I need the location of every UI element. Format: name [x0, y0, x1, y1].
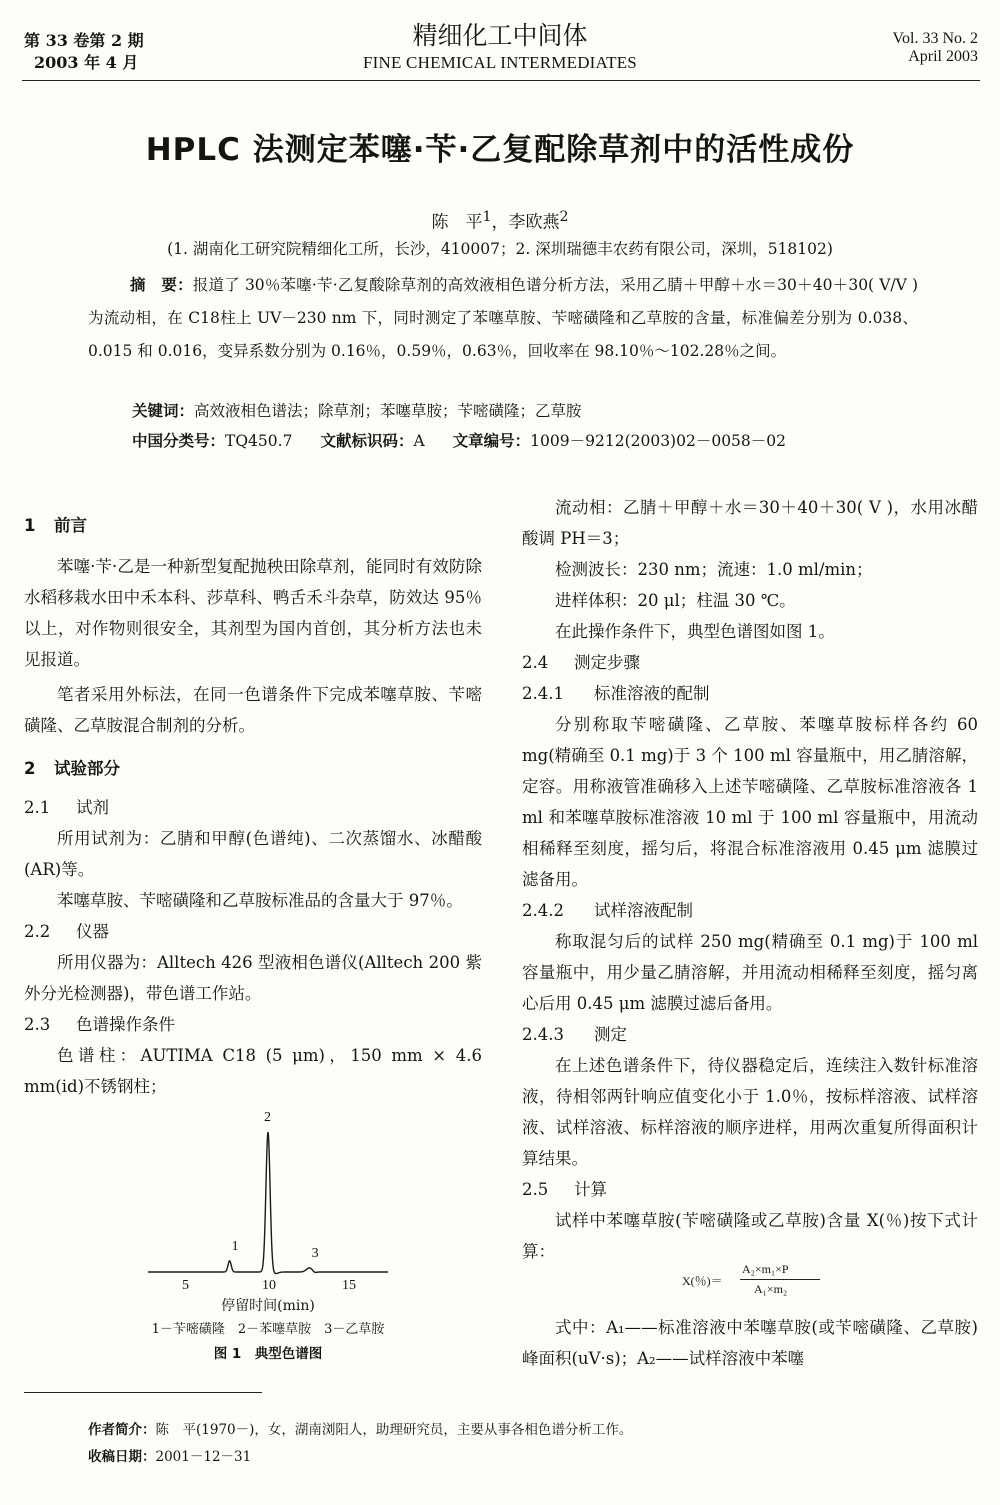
formula-numerator: A₂×m₁×P [742, 1262, 789, 1276]
abstract [88, 268, 918, 368]
peak-label: 2 [264, 1110, 271, 1125]
journal-name-en: FINE CHEMICAL INTERMEDIATES [363, 53, 637, 72]
section-number: 2 [24, 759, 36, 778]
subsection-heading [522, 647, 978, 678]
subsection-number: 2.4 [522, 653, 549, 672]
clc-label: 中国分类号： [132, 432, 226, 450]
subsection-title: 色谱操作条件 [76, 1015, 175, 1034]
figure-1 [118, 1110, 418, 1382]
left-column [24, 504, 482, 1102]
subsection-title: 试样溶液配制 [594, 901, 693, 920]
paragraph: 在此操作条件下，典型色谱图如图 1。 [555, 622, 835, 641]
formula-lhs: X(％)＝ [682, 1274, 723, 1288]
abstract-label: 摘 要： [130, 275, 193, 294]
chromatogram [118, 1122, 418, 1292]
author-separator: ， [491, 212, 509, 233]
doccode-value: A [413, 432, 425, 450]
figure-caption: 图 1 典型色谱图 [213, 1346, 323, 1362]
paragraph: 在上述色谱条件下，待仪器稳定后，连续注入数针标准溶液，待相邻两针响应值变化小于 1.0％，按标样溶液、试样溶液、试样溶液、标样溶液的顺序进样，用两次重复所得面积计算结果。 [522, 1056, 978, 1168]
subsection-heading [24, 916, 482, 947]
header-volume-issue [24, 30, 144, 74]
header-vol-no: Vol. 33 No. 2 [892, 30, 978, 47]
author-bio-label: 作者简介： [88, 1422, 156, 1438]
paragraph: 苯噻·苄·乙是一种新型复配抛秧田除草剂，能同时有效防除水稻移栽水田中禾本科、莎草科、鸭舌禾斗杂草，防效达 95％以上，对作物则很安全，其剂型为国内首创，其分析方法也未见报道。 [24, 557, 482, 669]
subsection-heading [522, 1174, 978, 1205]
author-1-mark: 1 [482, 209, 492, 225]
subsection-number: 2.1 [24, 798, 51, 817]
doccode-label: 文献标识码： [320, 432, 414, 450]
paragraph: 检测波长：230 nm；流速：1.0 ml/min； [555, 560, 873, 579]
paragraph: 称取混匀后的试样 250 mg(精确至 0.1 mg)于 100 ml 容量瓶中，用少量乙腈溶解，并用流动相稀释至刻度，摇匀离心后用 0.45 μm 滤膜过滤后备用。 [522, 932, 978, 1013]
articleno-label: 文章编号： [452, 432, 531, 450]
section-2-heading [24, 753, 482, 784]
affiliation: (1. 湖南化工研究院精细化工所，长沙，410007；2. 深圳瑞德丰农药有限公司，深圳，518102) [167, 240, 833, 258]
subsection-number: 2.4.3 [522, 1025, 564, 1044]
right-column [522, 492, 978, 1267]
journal-name-cn: 精细化工中间体 [412, 21, 588, 50]
keywords-label: 关键词： [132, 402, 195, 420]
received-label: 收稿日期： [88, 1449, 156, 1465]
formula-denominator: A₁×m₂ [754, 1282, 788, 1296]
author-2-mark: 2 [559, 209, 569, 225]
footnote-rule [24, 1392, 262, 1393]
subsection-heading [24, 1009, 482, 1040]
paragraph: 笔者采用外标法，在同一色谱条件下完成苯噻草胺、苄嘧磺隆、乙草胺混合制剂的分析。 [24, 685, 482, 735]
subsection-heading [24, 792, 482, 823]
x-axis-label: 停留时间(min) [221, 1298, 315, 1314]
section-title: 试验部分 [54, 759, 120, 778]
paragraph: 分别称取苄嘧磺隆、乙草胺、苯噻草胺标样各约 60 mg(精确至 0.1 mg)于 3 个 100 ml 容量瓶中，用乙腈溶解，定容。用称液管准确移入上述苄嘧磺隆、乙草胺标准溶液各 1 ml 和苯噻草胺标准溶液 10 ml 于 100 ml 容量瓶中，用流动相稀释至刻度，摇匀后，将混合标准溶液用 0.45 μm 滤膜过滤备用。 [522, 715, 978, 889]
subsection-title: 计算 [574, 1180, 607, 1199]
author-1: 陈 平 [431, 212, 483, 233]
subsection-heading [522, 1019, 978, 1050]
keywords [132, 398, 922, 424]
author-2: 李欧燕 [508, 212, 560, 233]
author-bio [88, 1420, 948, 1440]
header-vol-en [893, 30, 979, 66]
paragraph: 所用仪器为：Alltech 426 型液相色谱仪(Alltech 200 紫外分光检测器)，带色谱工作站。 [24, 953, 482, 1003]
subsection-title: 试剂 [76, 798, 109, 817]
received-text: 2001－12－31 [155, 1449, 252, 1465]
subsection-title: 测定步骤 [574, 653, 640, 672]
received-date [88, 1447, 948, 1467]
right-column-tail [522, 1312, 978, 1374]
keywords-text: 高效液相色谱法；除草剂；苯噻草胺；苄嘧磺隆；乙草胺 [194, 402, 582, 420]
author-bio-text: 陈 平(1970－)，女，湖南浏阳人，助理研究员，主要从事各相色谱分析工作。 [155, 1422, 633, 1438]
paragraph: 流动相：乙腈＋甲醇＋水＝30＋40＋30( V )，水用冰醋酸调 PH＝3； [522, 498, 978, 548]
articleno-value: 1009－9212(2003)02－0058－02 [530, 432, 786, 450]
paragraph: 所用试剂为：乙腈和甲醇(色谱纯)、二次蒸馏水、冰醋酸(AR)等。 [24, 829, 482, 879]
subsection-heading [522, 678, 978, 709]
x-tick: 5 [182, 1278, 189, 1293]
section-title: 前言 [54, 516, 87, 535]
header-date-en: April 2003 [908, 48, 978, 65]
header-rule [22, 80, 980, 81]
classification-line [132, 428, 932, 454]
section-number: 1 [24, 516, 36, 535]
peak-label: 1 [231, 1238, 239, 1254]
journal-name [250, 20, 750, 74]
subsection-number: 2.4.1 [522, 684, 564, 703]
paragraph: 进样体积：20 μl；柱温 30 ℃。 [555, 591, 796, 610]
abstract-text: 报道了 30％苯噻·苄·乙复酸除草剂的高效液相色谱分析方法，采用乙腈＋甲醇＋水＝30＋40＋30( V/V )为流动相，在 C18柱上 UV－230 nm 下，同时测定了苯噻草胺、苄嘧磺隆和乙草胺的含量，标准偏差分别为 0.038、0.015 和 0.016，变异系数分别为 0.16％，0.59％，0.63％，回收率在 98.10％～102.28％之间。 [88, 276, 918, 360]
header-date-cn: 2003 年 4 月 [34, 53, 139, 72]
subsection-title: 标准溶液的配制 [594, 684, 710, 703]
subsection-title: 仪器 [76, 922, 109, 941]
paragraph: 色谱柱：AUTIMA C18 (5 μm)，150 mm × 4.6 mm(id)不锈钢柱； [24, 1046, 482, 1096]
section-1-heading [24, 510, 482, 541]
author-line [0, 204, 1000, 236]
chromatogram-trace [148, 1132, 388, 1273]
x-tick: 10 [262, 1278, 276, 1293]
article-title: HPLC 法测定苯噻·苄·乙复配除草剂中的活性成份 [145, 132, 855, 168]
fraction-bar [740, 1279, 820, 1280]
subsection-heading [522, 895, 978, 926]
subsection-number: 2.5 [522, 1180, 549, 1199]
subsection-title: 测定 [594, 1025, 627, 1044]
paragraph: 试样中苯噻草胺(苄嘧磺隆或乙草胺)含量 X(％)按下式计算： [522, 1211, 978, 1261]
clc-value: TQ450.7 [225, 432, 293, 450]
peak-label: 3 [311, 1245, 319, 1261]
paragraph: 式中：A₁——标准溶液中苯噻草胺(或苄嘧磺隆、乙草胺)峰面积(uV·s)；A₂——试样溶液中苯噻 [522, 1318, 978, 1368]
x-tick: 15 [342, 1278, 356, 1293]
subsection-number: 2.3 [24, 1015, 51, 1034]
header-volume: 第 33 卷第 2 期 [24, 31, 144, 50]
figure-legend: 1－苄嘧磺隆 2－苯噻草胺 3－乙草胺 [151, 1322, 385, 1337]
paragraph: 苯噻草胺、苄嘧磺隆和乙草胺标准品的含量大于 97％。 [57, 891, 463, 910]
subsection-number: 2.4.2 [522, 901, 564, 920]
subsection-number: 2.2 [24, 922, 51, 941]
